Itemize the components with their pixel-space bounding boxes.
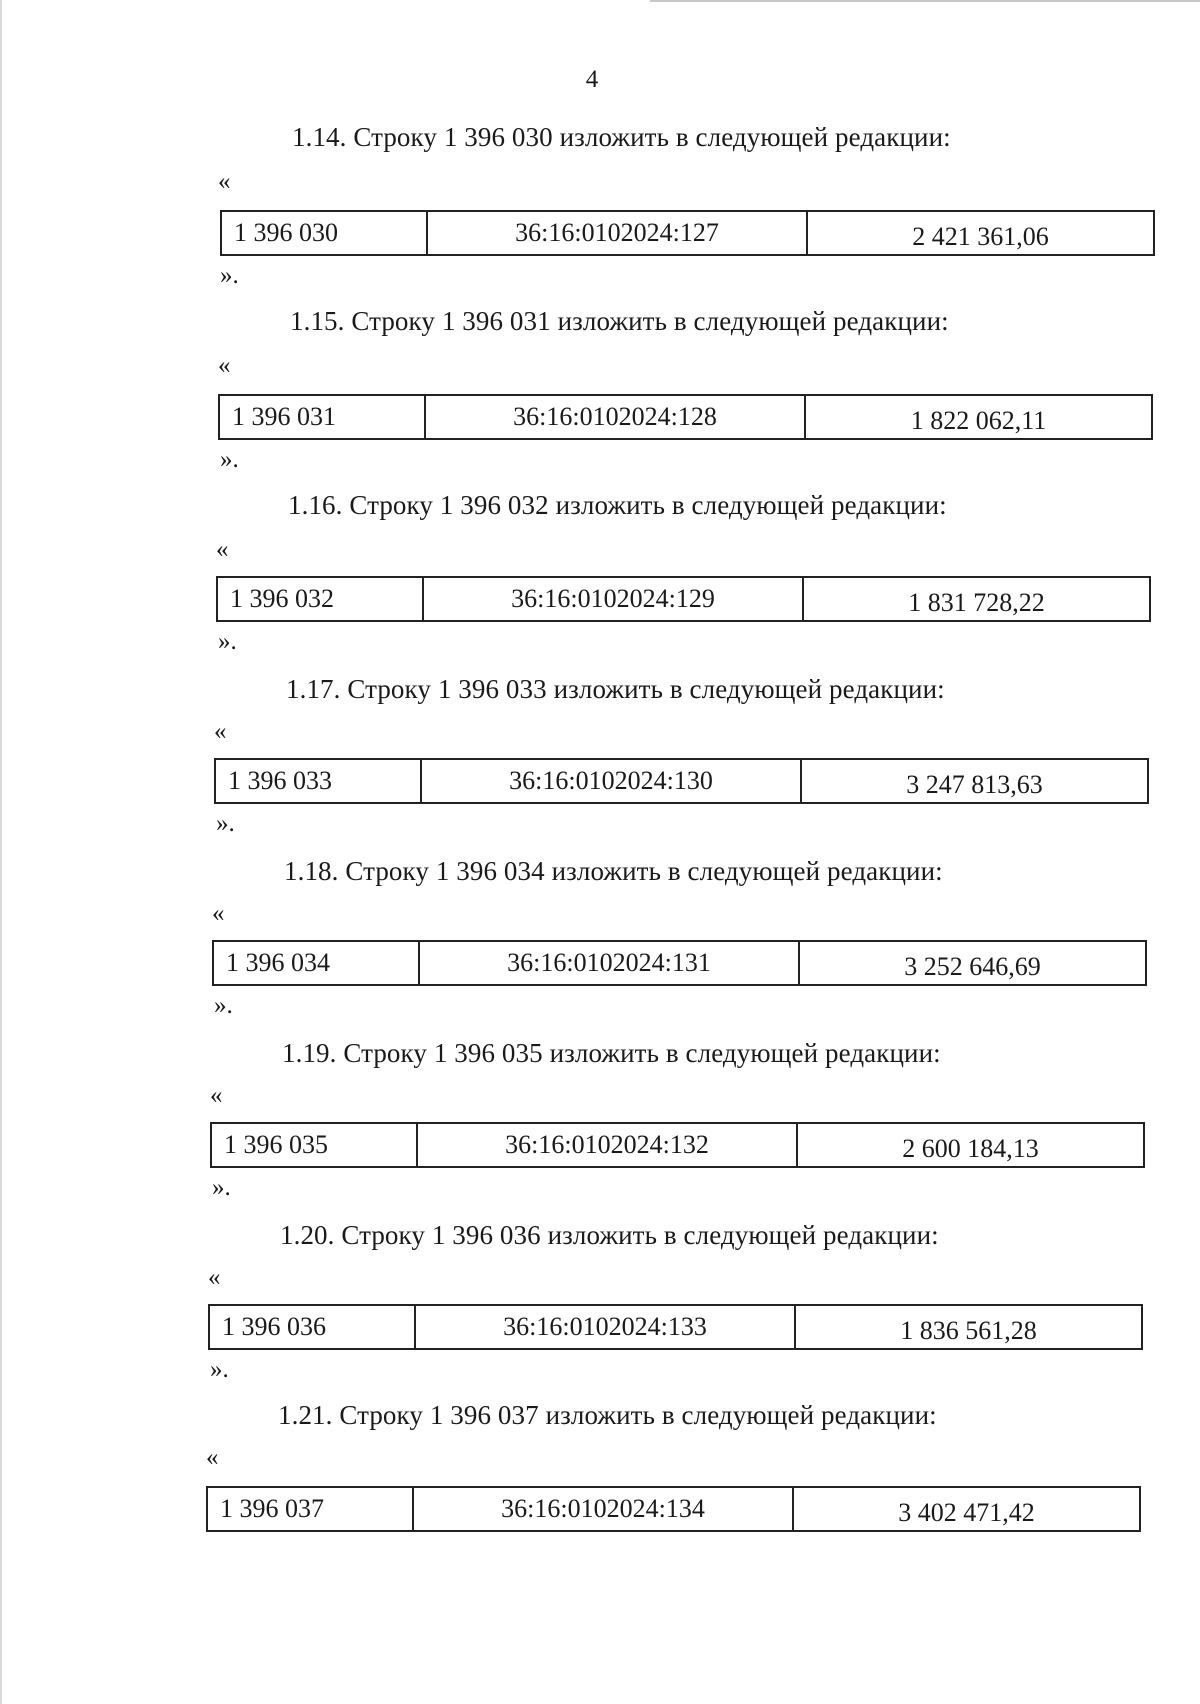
- scan-edge-left: [0, 0, 2, 1704]
- value-cell: 2 421 361,06: [912, 222, 1049, 251]
- table-row: [210, 1122, 1145, 1168]
- quote-open: «: [208, 1264, 221, 1291]
- row-number-cell: 1 396 034: [214, 942, 420, 984]
- quote-open: «: [218, 168, 231, 195]
- cadastral-number-cell: 36:16:0102024:129: [424, 578, 804, 620]
- cadastral-number-cell: 36:16:0102024:131: [420, 942, 800, 984]
- table-row: [212, 940, 1147, 986]
- row-number-cell: 1 396 037: [208, 1488, 414, 1530]
- quote-open: «: [218, 352, 231, 379]
- quote-close: ».: [216, 810, 235, 837]
- quote-open: «: [212, 900, 225, 927]
- row-number-cell: 1 396 035: [212, 1124, 418, 1166]
- quote-close: ».: [220, 446, 239, 473]
- value-cell: 3 247 813,63: [906, 770, 1043, 799]
- cadastral-number-cell: 36:16:0102024:128: [426, 396, 806, 438]
- section-heading: 1.18. Строку 1 396 034 изложить в следующей редакции:: [284, 856, 943, 886]
- table-row: [220, 210, 1155, 256]
- row-number-cell: 1 396 030: [222, 212, 428, 254]
- quote-close: ».: [220, 262, 239, 289]
- quote-close: ».: [212, 1174, 231, 1201]
- table-row: [218, 394, 1153, 440]
- section-heading: 1.21. Строку 1 396 037 изложить в следующей редакции:: [278, 1400, 937, 1430]
- quote-open: «: [210, 1082, 223, 1109]
- cadastral-number-cell: 36:16:0102024:134: [414, 1488, 794, 1530]
- section-heading: 1.16. Строку 1 396 032 изложить в следующей редакции:: [288, 490, 947, 520]
- cadastral-number-cell: 36:16:0102024:132: [418, 1124, 798, 1166]
- value-cell: 3 402 471,42: [898, 1498, 1035, 1527]
- cadastral-number-cell: 36:16:0102024:133: [416, 1306, 796, 1348]
- value-cell: 3 252 646,69: [904, 952, 1041, 981]
- table-row: [214, 758, 1149, 804]
- cadastral-number-cell: 36:16:0102024:127: [428, 212, 808, 254]
- quote-close: ».: [218, 628, 237, 655]
- value-cell: 2 600 184,13: [902, 1134, 1039, 1163]
- value-cell: 1 822 062,11: [910, 406, 1047, 435]
- section-heading: 1.19. Строку 1 396 035 изложить в следующей редакции:: [282, 1038, 941, 1068]
- section-heading: 1.17. Строку 1 396 033 изложить в следующей редакции:: [286, 674, 945, 704]
- quote-close: ».: [214, 992, 233, 1019]
- page-number: 4: [585, 66, 599, 93]
- table-row: [216, 576, 1151, 622]
- table-row: [206, 1486, 1141, 1532]
- scan-edge-top: [650, 0, 1200, 2]
- value-cell: 1 836 561,28: [900, 1316, 1037, 1345]
- value-cell: 1 831 728,22: [908, 588, 1045, 617]
- row-number-cell: 1 396 031: [220, 396, 426, 438]
- quote-close: ».: [210, 1356, 229, 1383]
- quote-open: «: [216, 536, 229, 563]
- table-row: [208, 1304, 1143, 1350]
- row-number-cell: 1 396 033: [216, 760, 422, 802]
- row-number-cell: 1 396 032: [218, 578, 424, 620]
- section-heading: 1.15. Строку 1 396 031 изложить в следующей редакции:: [290, 306, 949, 336]
- cadastral-number-cell: 36:16:0102024:130: [422, 760, 802, 802]
- row-number-cell: 1 396 036: [210, 1306, 416, 1348]
- section-heading: 1.20. Строку 1 396 036 изложить в следующей редакции:: [280, 1220, 939, 1250]
- quote-open: «: [214, 718, 227, 745]
- section-heading: 1.14. Строку 1 396 030 изложить в следующей редакции:: [292, 122, 951, 152]
- quote-open: «: [206, 1444, 219, 1471]
